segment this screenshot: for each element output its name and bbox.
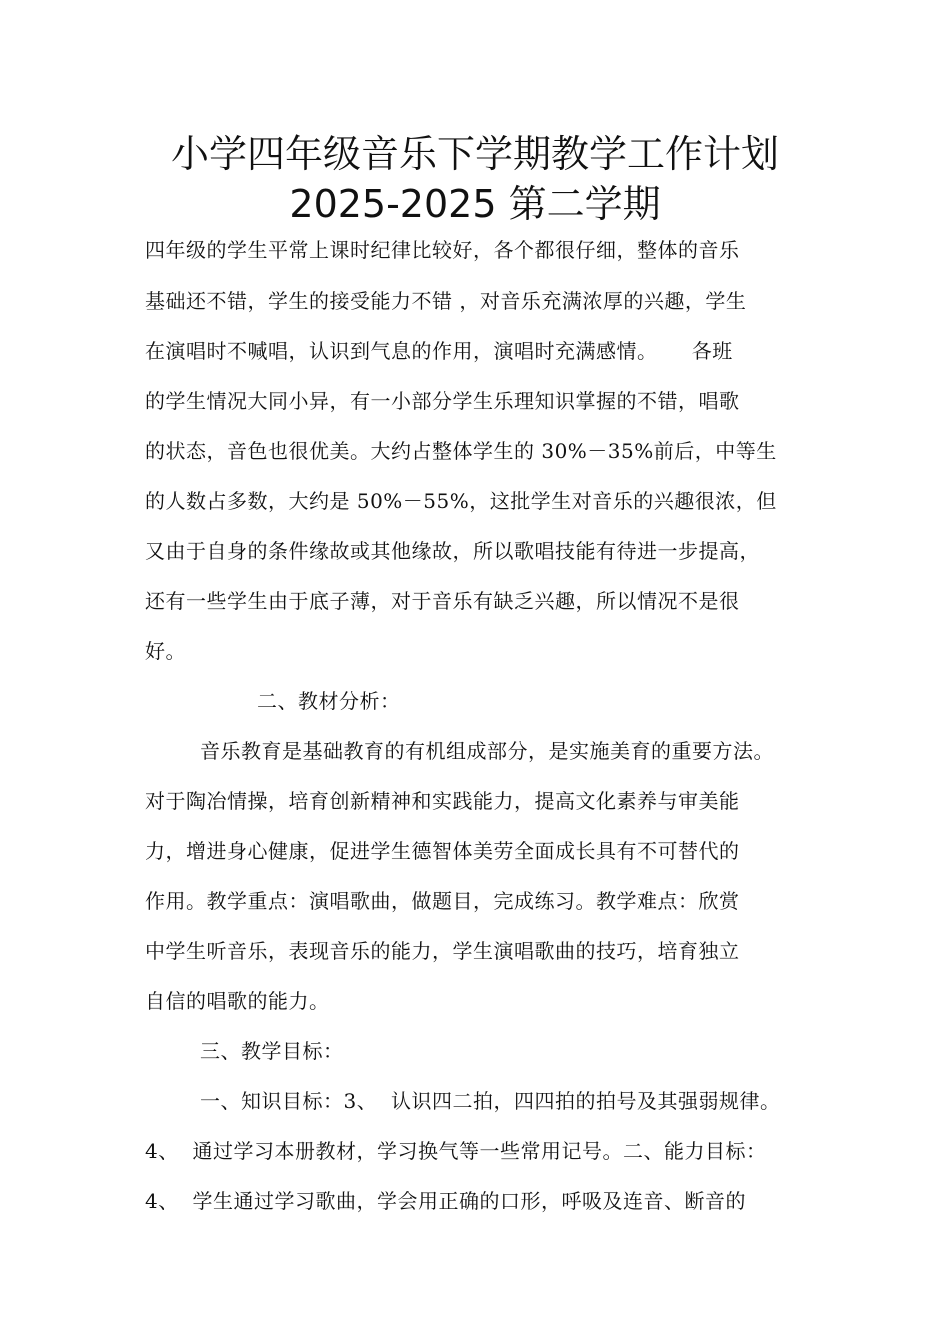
paragraph-line: 又由于自身的条件缘故或其他缘故，所以歌唱技能有待进一步提高， (145, 539, 760, 563)
paragraph-line: 四年级的学生平常上课时纪律比较好，各个都很仔细，整体的音乐 (145, 238, 740, 262)
document-subtitle: 2025-2025 第二学期 (289, 182, 661, 226)
paragraph-line: 的学生情况大同小异，有一小部分学生乐理知识掌握的不错，唱歌 (145, 389, 740, 413)
paragraph-line: 在演唱时不喊唱，认识到气息的作用，演唱时充满感情。 各班 (145, 339, 733, 363)
document-title: 小学四年级音乐下学期教学工作计划 (170, 132, 779, 176)
paragraph-line: 力，增进身心健康，促进学生德智体美劳全面成长具有不可替代的 (145, 839, 740, 863)
paragraph-line: 中学生听音乐，表现音乐的能力，学生演唱歌曲的技巧，培育独立 (145, 939, 740, 963)
section-heading: 三、教学目标： (200, 1039, 344, 1063)
paragraph-line: 的人数占多数，大约是 50%－55%，这批学生对音乐的兴趣很浓，但 (145, 489, 777, 513)
paragraph-line: 音乐教育是基础教育的有机组成部分，是实施美育的重要方法。 (200, 739, 774, 763)
paragraph-line: 一、知识目标：3、 认识四二拍，四四拍的拍号及其强弱规律。 (200, 1089, 781, 1113)
paragraph-line: 4、 学生通过学习歌曲，学会用正确的口形，呼吸及连音、断音的 (145, 1189, 746, 1213)
paragraph-line: 4、 通过学习本册教材，学习换气等一些常用记号。二、能力目标： (145, 1139, 767, 1163)
paragraph-line: 的状态，音色也很优美。大约占整体学生的 30%－35%前后，中等生 (145, 439, 777, 463)
paragraph-line: 好。 (145, 639, 186, 663)
paragraph-line: 作用。教学重点：演唱歌曲，做题目，完成练习。教学难点：欣赏 (145, 889, 740, 913)
paragraph-line: 基础还不错，学生的接受能力不错 ，对音乐充满浓厚的兴趣，学生 (145, 289, 747, 313)
paragraph-line: 对于陶冶情操，培育创新精神和实践能力，提高文化素养与审美能 (145, 789, 740, 813)
section-heading: 二、教材分析： (257, 689, 401, 713)
paragraph-line: 自信的唱歌的能力。 (145, 989, 330, 1013)
paragraph-line: 还有一些学生由于底子薄，对于音乐有缺乏兴趣，所以情况不是很 (145, 589, 740, 613)
